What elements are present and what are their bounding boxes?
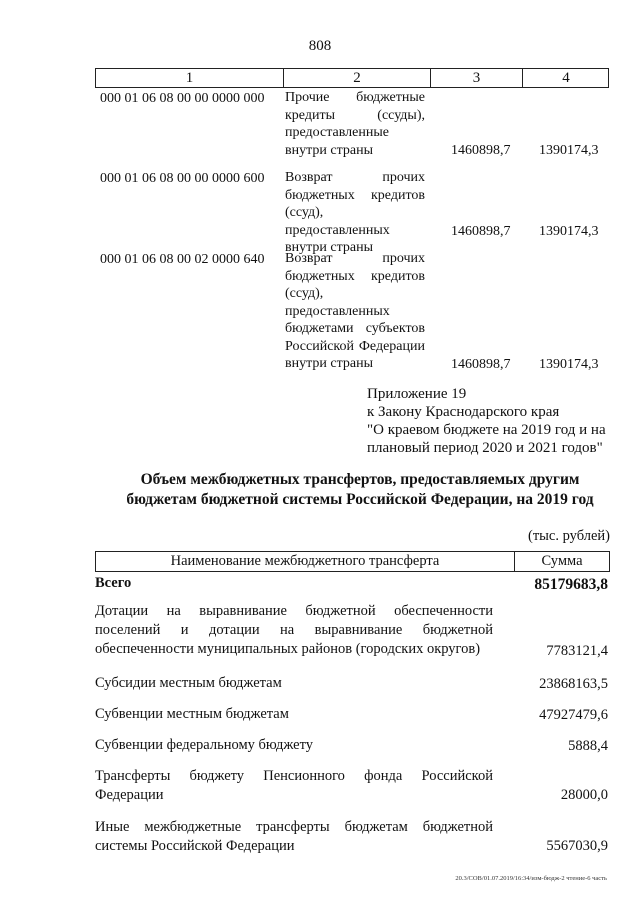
value-col-4: 1390174,3 <box>539 357 599 372</box>
transfers-table-header <box>95 551 610 572</box>
transfer-value: 47927479,6 <box>539 707 608 723</box>
transfer-value: 23868163,5 <box>539 676 608 692</box>
transfer-name: Иные межбюджетные трансферты бюджетам бюджетной системы Российской Федерации <box>95 819 493 854</box>
units-label: (тыс. рублей) <box>528 528 610 544</box>
appendix-line: "О краевом бюджете на 2019 год и на <box>367 422 606 438</box>
transfer-value: 5888,4 <box>568 738 608 754</box>
transfer-name: Трансферты бюджету Пенсионного фонда Российской Федерации <box>95 768 493 803</box>
top-table-col-3: 3 <box>472 70 481 86</box>
budget-code: 000 01 06 08 00 00 0000 000 <box>100 91 265 106</box>
value-col-3: 1460898,7 <box>451 143 511 158</box>
budget-code: 000 01 06 08 00 02 0000 640 <box>100 252 265 267</box>
top-table-header <box>95 68 609 88</box>
budget-code: 000 01 06 08 00 00 0000 600 <box>100 171 265 186</box>
transfer-value: 7783121,4 <box>546 643 608 659</box>
title-line: бюджетам бюджетной системы Российской Федерации, на 2019 год <box>126 491 594 508</box>
value-col-3: 1460898,7 <box>451 357 511 372</box>
transfer-value: 28000,0 <box>560 787 608 803</box>
appendix-line: к Закону Краснодарского края <box>367 404 560 420</box>
page-number: 808 <box>308 38 332 54</box>
total-label: Всего <box>95 575 132 591</box>
transfer-name: Субсидии местным бюджетам <box>95 675 282 691</box>
budget-description: Возврат прочих бюджетных кредитов (ссуд), предоставленных бюджетами субъектов Российской Федерации внутри страны <box>285 251 425 371</box>
top-table-col-2: 2 <box>353 70 361 86</box>
value-col-4: 1390174,3 <box>539 143 599 158</box>
header-sum: Сумма <box>541 553 583 569</box>
top-table-col-4: 4 <box>562 70 570 86</box>
appendix-note <box>367 385 606 457</box>
transfer-name: Субвенции федеральному бюджету <box>95 737 314 753</box>
title-line: Объем межбюджетных трансфертов, предоставляемых другим <box>140 471 580 488</box>
header-name: Наименование межбюджетного трансферта <box>170 553 440 569</box>
appendix-line: Приложение 19 <box>367 386 467 402</box>
budget-description: Возврат прочих бюджетных кредитов (ссуд), предоставленных внутри страны <box>285 170 425 255</box>
budget-description: Прочие бюджетные кредиты (ссуды), предоставленные внутри страны <box>285 90 425 158</box>
footer-stamp: 20.3/СОВ/01.07.2019/16:34/изм-бюдж-2 чтение-6 часть <box>455 875 607 882</box>
total-value: 85179683,8 <box>534 576 608 593</box>
value-col-4: 1390174,3 <box>539 224 599 239</box>
document-title <box>0 470 640 510</box>
top-table-col-1: 1 <box>185 70 194 86</box>
transfer-name: Субвенции местным бюджетам <box>95 706 289 722</box>
transfer-value: 5567030,9 <box>546 838 608 854</box>
value-col-3: 1460898,7 <box>451 224 511 239</box>
transfer-name: Дотации на выравнивание бюджетной обеспеченности поселений и дотации на выравнивание бюджетной обеспеченности муниципальных районов (городских округов) <box>95 603 493 657</box>
appendix-line: плановый период 2020 и 2021 годов" <box>367 440 603 456</box>
